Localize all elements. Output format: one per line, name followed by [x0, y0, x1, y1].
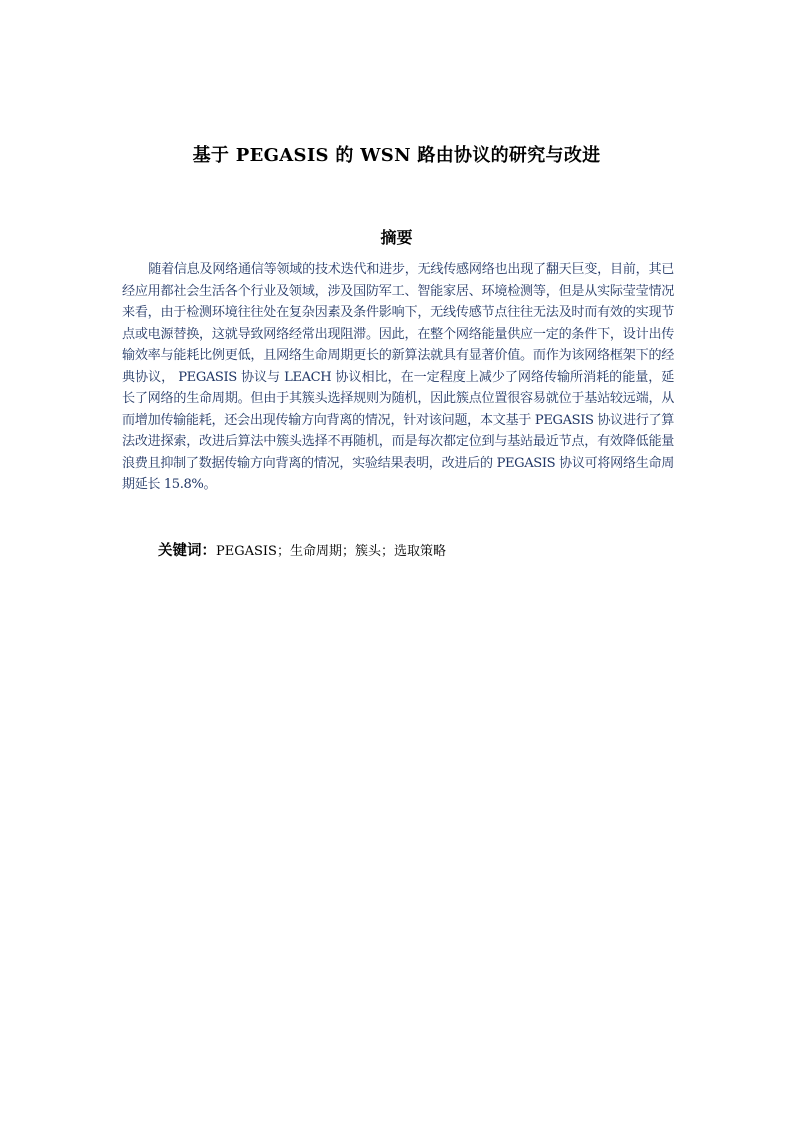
abstract-heading: 摘要 — [380, 228, 413, 247]
abstract-body: 随着信息及网络通信等领域的技术迭代和进步，无线传感网络也出现了翻天巨变，目前，其已经应用都社会生活各个行业及领域，涉及国防军工、智能家居、环境检测等，但是从实际莹莹情况来看，由于检测环境往往处在复杂因素及条件影响下，无线传感节点往往无法及时而有效的实现节点或电源替换，这就导致网络经常出现阻滞。因此，在整个网络能量供应一定的条件下，设计出传输效率与能耗比例更低，且网络生命周期更长的新算法就具有显著价值。而作为该网络框架下的经典协议， PEGASIS 协议与 LEACH 协议相比，在一定程度上减少了网络传输所消耗的能量，延长了网络的生命周期。但由于其簇头选择规则为随机，因此簇点位置很容易就位于基站较远端，从而增加传输能耗，还会出现传输方向背离的情况，针对该问题，本文基于 PEGASIS 协议进行了算法改进探索，改进后算法中簇头选择不再随机，而是每次都定位到与基站最近节点，有效降低能量浪费且抑制了数据传输方向背离的情况，实验结果表明，改进后的 PEGASIS 协议可将网络生命周期延长 15.8%。 — [122, 262, 674, 492]
keywords-values: PEGASIS；生命周期；簇头；选取策略 — [216, 544, 446, 559]
keywords-line — [158, 539, 678, 563]
keywords-label: 关键词： — [158, 543, 216, 559]
document-title: 基于 PEGASIS 的 WSN 路由协议的研究与改进 — [192, 145, 601, 166]
